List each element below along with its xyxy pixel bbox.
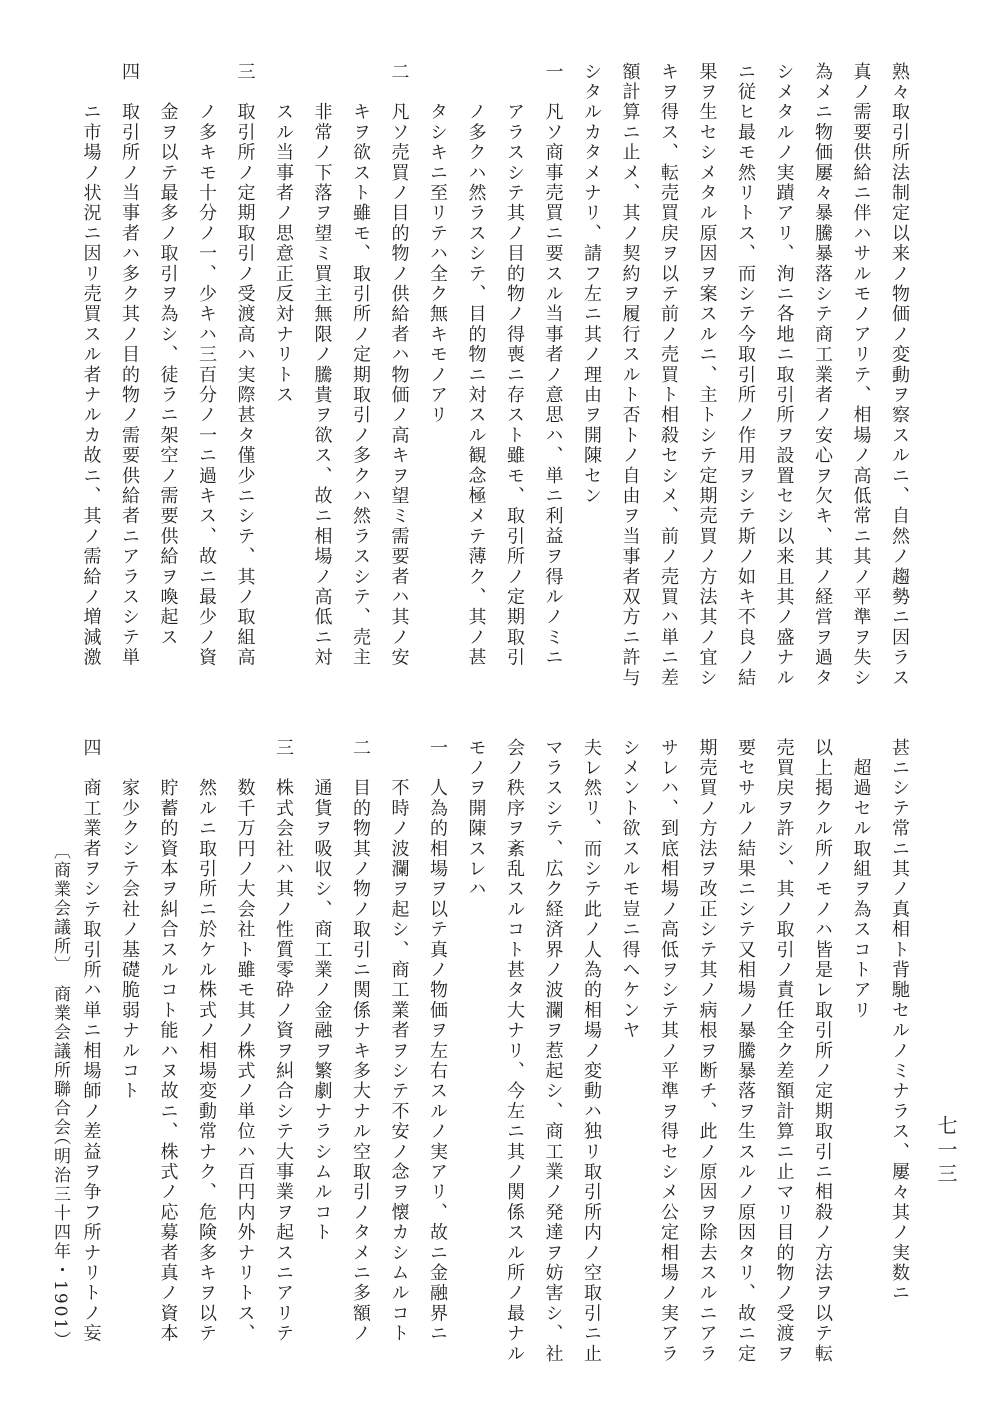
text-column: 会ノ秩序ヲ紊乱スルコト甚タ大ナリ、今左ニ其ノ関係スル所ノ最ナル — [504, 738, 525, 1365]
text-column: シメタルノ実蹟アリ、洵ニ各地ニ取引所ヲ設置セシ以来且其ノ盛ナル — [773, 62, 795, 689]
text-column: 非常ノ下落ヲ望ミ買主無限ノ騰貴ヲ欲ス、故ニ相場ノ高低ニ対 — [311, 62, 333, 668]
text-column: 為メニ物価屢々暴騰暴落シテ商工業者ノ安心ヲ欠キ、其ノ経営ヲ過タ — [812, 62, 833, 689]
text-column: 一 凡ソ商事売買ニ要スル当事者ノ意思ハ、単ニ利益ヲ得ルノミニ — [542, 62, 564, 668]
text-column: キヲ得ス、転売買戻ヲ以テ前ノ売買ト相殺セシメ、前ノ売買ハ単ニ差 — [658, 62, 679, 689]
text-column: 売買戻ヲ許シ、其ノ取引ノ責任全ク差額計算ニ止マリ目的物ノ受渡ヲ — [773, 738, 795, 1365]
text-column: タシキニ至リテハ全ク無キモノアリ — [427, 62, 448, 426]
text-column: ノ多キモ十分ノ一、少キハ三百分ノ一ニ過キス、故ニ最少ノ資 — [196, 62, 217, 668]
text-column: 熟々取引所法制定以来ノ物価ノ変動ヲ察スルニ、自然ノ趨勢ニ因ラス — [889, 62, 910, 689]
text-column: ニ従ヒ最モ然リトス、而シテ今取引所ノ作用ヲシテ斯ノ如キ不良ノ結 — [735, 62, 756, 689]
text-column: ノ多クハ然ラスシテ、目的物ニ対スル観念極メテ薄ク、其ノ甚 — [465, 62, 487, 668]
text-column: 三 株式会社ハ其ノ性質零砕ノ資ヲ糾合シテ大事業ヲ起スニアリテ — [273, 738, 294, 1344]
text-column: ニ市場ノ状況ニ因リ売買スル者ナルカ故ニ、其ノ需給ノ増減激 — [80, 62, 102, 668]
text-column: 然ルニ取引所ニ於ケル株式ノ相場変動常ナク、危険多キヲ以テ — [196, 738, 217, 1344]
text-column: モノヲ開陳スレハ — [465, 738, 487, 900]
text-column: 要セサルノ結果ニシテ又相場ノ暴騰暴落ヲ生スルノ原因タリ、故ニ定 — [735, 738, 756, 1365]
text-column: サレハ、到底相場ノ高低ヲシテ其ノ平準ヲ得セシメ公定相場ノ実アラ — [658, 738, 679, 1365]
text-column: 以上掲クル所ノモノハ皆是レ取引所ノ定期取引ニ相殺ノ方法ヲ以テ転 — [812, 738, 833, 1365]
text-column: 貯蓄的資本ヲ糾合スルコト能ハヌ故ニ、株式ノ応募者真ノ資本 — [157, 738, 179, 1344]
text-column: キヲ欲スト雖モ、取引所ノ定期取引ノ多クハ然ラスシテ、売主 — [350, 62, 371, 668]
text-column: シタルカタメナリ、請フ左ニ其ノ理由ヲ開陳セン — [581, 62, 602, 507]
text-column: 通貨ヲ吸収シ、商工業ノ金融ヲ繁劇ナラシムルコト — [311, 738, 333, 1243]
text-column: 二 凡ソ売買ノ目的物ノ供給者ハ物価ノ高キヲ望ミ需要者ハ其ノ安 — [388, 62, 410, 668]
text-column: 真ノ需要供給ニ伴ハサルモノアリテ、相場ノ高低常ニ其ノ平準ヲ失シ — [850, 62, 872, 689]
footer-date: （明治三十四年・1901） — [50, 1128, 70, 1351]
text-column: 不時ノ波瀾ヲ起シ、商工業者ヲシテ不安ノ念ヲ懐カシムルコト — [388, 738, 410, 1344]
text-column: マラスシテ、広ク経済界ノ波瀾ヲ惹起シ、商工業ノ発達ヲ妨害シ、社 — [542, 738, 564, 1365]
text-column: 額計算ニ止メ、其ノ契約ヲ履行スルト否トノ自由ヲ当事者双方ニ許与 — [619, 62, 641, 689]
text-column: 四 商工業者ヲシテ取引所ハ単ニ相場師ノ差益ヲ争フ所ナリトノ妄 — [80, 738, 102, 1344]
text-column: 夫レ然リ、而シテ此ノ人為的相場ノ変動ハ独リ取引所内ノ空取引ニ止 — [581, 738, 602, 1365]
text-column: 二 目的物其ノ物ノ取引ニ関係ナキ多大ナル空取引ノタメニ多額ノ — [350, 738, 371, 1344]
text-column: アラスシテ其ノ目的物ノ得喪ニ存スト雖モ、取引所ノ定期取引 — [504, 62, 525, 668]
text-column: シメント欲スルモ豈ニ得ヘケンヤ — [619, 738, 641, 1041]
footer-organization: 商業会議所聯合会 — [50, 985, 70, 1137]
text-column: スル当事者ノ思意正反対ナリトス — [273, 62, 294, 406]
text-column: 果ヲ生セシメタル原因ヲ案スルニ、主トシテ定期売買ノ方法其ノ宜シ — [696, 62, 718, 689]
text-column: 数千万円ノ大会社ト雖モ其ノ株式ノ単位ハ百円内外ナリトス、 — [234, 738, 256, 1344]
text-column: 超過セル取組ヲ為スコトアリ — [850, 738, 872, 1021]
text-column: 期売買ノ方法ヲ改正シテ其ノ病根ヲ断チ、此ノ原因ヲ除去スルニアラ — [696, 738, 718, 1365]
text-column: 三 取引所ノ定期取引ノ受渡高ハ実際甚タ僅少ニシテ、其ノ取組高 — [234, 62, 256, 668]
footer-source: 〔商業会議所〕 — [50, 842, 70, 975]
page-number: 七一三 — [934, 1115, 958, 1187]
text-column: 甚ニシテ常ニ其ノ真相ト背馳セルノミナラス、屢々其ノ実数ニ — [889, 738, 910, 1304]
text-column: 金ヲ以テ最多ノ取引ヲ為シ、徒ラニ架空ノ需要供給ヲ喚起ス — [157, 62, 179, 648]
text-column: 四 取引所ノ当事者ハ多ク其ノ目的物ノ需要供給者ニアラスシテ単 — [119, 62, 140, 668]
text-column: 家少クシテ会社ノ基礎脆弱ナルコト — [119, 738, 140, 1102]
text-column: 一 人為的相場ヲ以テ真ノ物価ヲ左右スルノ実アリ、故ニ金融界ニ — [427, 738, 448, 1344]
